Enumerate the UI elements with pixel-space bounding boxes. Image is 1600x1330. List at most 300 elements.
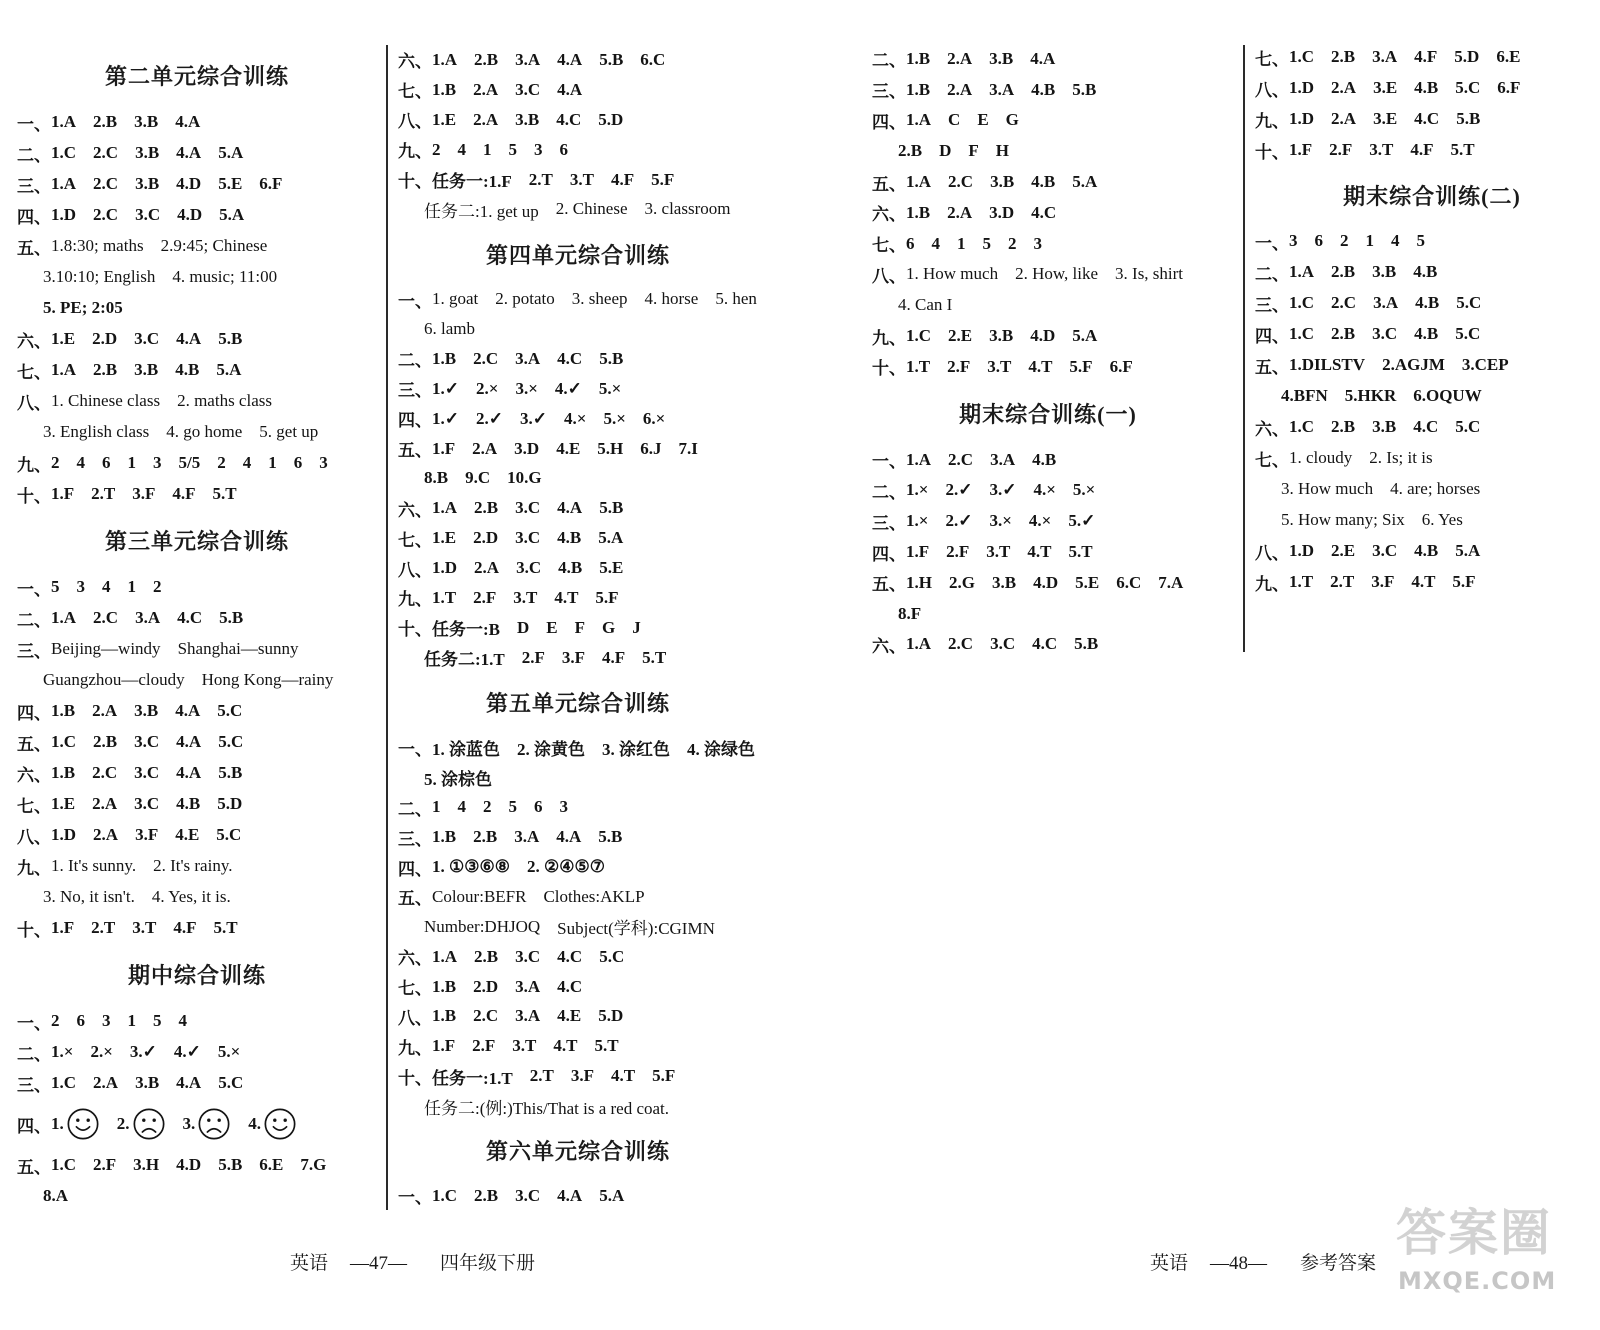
answer-line xyxy=(1255,443,1585,474)
answer-item: 1.A xyxy=(906,172,932,192)
answer-line xyxy=(1255,536,1585,567)
answer-item: 1.F xyxy=(906,542,930,562)
answer-item: 3.C xyxy=(134,329,160,348)
question-number: 六、 xyxy=(398,52,432,72)
answer-item: 1.C xyxy=(1289,293,1315,312)
answer-item: 5.B xyxy=(599,498,624,518)
answer-line xyxy=(17,324,377,355)
answer-item: 4.A xyxy=(176,329,202,348)
answer-item: 1.B xyxy=(432,976,457,996)
answer-item: 5.T xyxy=(212,484,237,503)
answer-item: 2.C xyxy=(948,449,974,469)
answer-item: 3.F xyxy=(1371,572,1395,591)
answer-item: 4.T xyxy=(1028,356,1053,376)
answer-item: 1.D xyxy=(432,558,458,578)
answer-line xyxy=(17,634,377,665)
answer-item: 5.B xyxy=(1072,79,1097,99)
answer-item: 3 xyxy=(102,1011,111,1030)
question-number: 七、 xyxy=(398,979,432,999)
answer-line-continued xyxy=(1255,381,1585,412)
answer-item: 1.B xyxy=(906,202,931,222)
answer-item: 3.✓ xyxy=(129,1042,157,1061)
answer-item: 5 xyxy=(508,139,517,159)
answer-line xyxy=(398,344,758,374)
answer-item: 5.B xyxy=(599,348,624,368)
question-number: 七、 xyxy=(398,530,432,550)
answer-item: 3. classroom xyxy=(644,199,731,219)
section-title: 第六单元综合训练 xyxy=(485,1139,670,1165)
answer-item: 1 xyxy=(1365,231,1374,250)
answer-item: 5.C xyxy=(599,946,625,966)
question-number: 五、 xyxy=(398,441,432,461)
answer-line xyxy=(398,583,758,613)
answer-item: 2.F xyxy=(472,1036,496,1056)
answer-item: 2.C xyxy=(93,608,119,627)
answer-item: 1.D xyxy=(51,205,77,224)
question-number: 三、 xyxy=(872,82,906,102)
answer-line-continued xyxy=(398,314,758,344)
answer-line xyxy=(398,792,758,822)
answer-item: 1.B xyxy=(51,763,76,782)
answer-item: 2. ②④⑤⑦ xyxy=(526,857,605,877)
answer-item: 3.× xyxy=(515,378,538,398)
answer-item: 5.T xyxy=(642,647,667,667)
answer-item: 2.A xyxy=(93,1073,119,1092)
answer-line xyxy=(398,523,758,553)
answer-item: 5.C xyxy=(1455,417,1481,436)
footer-left-page-number: —47— xyxy=(350,1253,407,1274)
answer-line-continued xyxy=(17,262,377,293)
answer-item: 2.E xyxy=(948,326,973,346)
question-number: 一、 xyxy=(398,739,432,759)
answer-column-1 xyxy=(17,45,377,1212)
answer-item: 2.G xyxy=(948,572,975,592)
answer-item: 3.F xyxy=(561,647,586,667)
answer-line xyxy=(398,434,758,464)
answer-item: 3.T xyxy=(513,587,538,607)
question-number: 十、 xyxy=(398,172,432,191)
question-number: 一、 xyxy=(398,291,432,311)
answer-item: 1.T xyxy=(906,356,931,376)
answer-line-continued xyxy=(17,417,377,448)
answer-item: 1. goat xyxy=(432,289,479,309)
answer-item: 2.B xyxy=(1331,47,1356,66)
answer-line xyxy=(1255,288,1585,319)
answer-item: 4.B xyxy=(175,360,200,379)
answer-item: 3.A xyxy=(135,608,161,627)
answer-item: 2.F xyxy=(947,356,971,376)
answer-item: 6. Yes xyxy=(1421,510,1463,529)
question-number: 一、 xyxy=(872,452,906,472)
question-number: 一、 xyxy=(398,1188,432,1208)
answer-item: 2.B xyxy=(473,827,498,847)
answer-item: 1 xyxy=(127,453,136,472)
answer-item: 2.A xyxy=(92,701,118,720)
answer-item: 1.D xyxy=(51,825,77,844)
question-number: 五、 xyxy=(398,889,432,909)
answer-item: 5.B xyxy=(218,1155,243,1174)
question-number: 九、 xyxy=(17,455,51,475)
answer-item: 4.B xyxy=(1414,78,1439,97)
question-number: 四、 xyxy=(1255,326,1289,346)
answer-line xyxy=(17,1006,377,1037)
answer-line xyxy=(398,105,758,135)
answer-item: 1.C xyxy=(51,1073,77,1092)
answer-item: 3.C xyxy=(515,79,541,99)
answer-item: 3.T xyxy=(986,542,1011,562)
answer-item: 5.D xyxy=(1454,47,1480,66)
question-number: 四、 xyxy=(17,703,51,723)
question-number: 二、 xyxy=(1255,264,1289,284)
answer-column-2 xyxy=(398,45,758,1211)
answer-line-continued xyxy=(398,762,758,792)
question-number: 四、 xyxy=(872,544,906,564)
answer-item xyxy=(248,1107,297,1141)
answer-item: 4.× xyxy=(1028,511,1052,531)
question-number: 三、 xyxy=(398,381,432,401)
answer-item: 1.A xyxy=(432,49,458,69)
answer-item: 3.T xyxy=(1369,140,1394,159)
answer-item: 3.C xyxy=(515,528,541,548)
answer-item: 4.F xyxy=(610,169,635,189)
answer-item: 8.B xyxy=(424,468,449,488)
answer-item: 5.✓ xyxy=(1068,511,1096,531)
question-number: 八、 xyxy=(1255,543,1289,563)
answer-line-continued xyxy=(398,463,758,493)
answer-item: 3.E xyxy=(1373,109,1398,128)
answer-item: 4.D xyxy=(177,205,203,224)
question-number: 二、 xyxy=(17,610,51,630)
section-title: 第五单元综合训练 xyxy=(485,691,670,717)
question-number: 一、 xyxy=(17,579,51,599)
answer-item: 2.A xyxy=(473,79,499,99)
answer-item: 5.E xyxy=(1075,572,1100,592)
answer-line xyxy=(398,404,758,434)
answer-item: 1.DILSTV xyxy=(1289,355,1366,374)
answer-item: 4 xyxy=(457,139,466,159)
question-number: 三、 xyxy=(398,829,432,849)
answer-item: 4.D xyxy=(176,174,202,193)
answer-item: 4.B xyxy=(1414,541,1439,560)
answer-item: 1.A xyxy=(432,498,458,518)
answer-line xyxy=(398,613,758,643)
question-number: 八、 xyxy=(398,1008,432,1028)
question-number: 十、 xyxy=(872,359,906,379)
answer-line xyxy=(1255,135,1585,166)
answer-line xyxy=(872,259,1224,290)
answer-line xyxy=(17,851,377,882)
answer-item: 5.T xyxy=(594,1036,619,1056)
answer-item: 5 xyxy=(51,577,60,596)
answer-line xyxy=(1255,42,1585,73)
question-number: 七、 xyxy=(17,796,51,816)
answer-item: 1.E xyxy=(51,329,76,348)
answer-item: 1.B xyxy=(51,701,76,720)
smile-face-icon xyxy=(66,1107,100,1141)
answer-item: 2.B xyxy=(1331,324,1356,343)
answer-item: 3 xyxy=(1289,231,1298,250)
answer-line xyxy=(17,1037,377,1068)
answer-line-continued xyxy=(872,598,1224,629)
answer-item: 3. 涂红色 xyxy=(602,739,670,759)
answer-line xyxy=(1255,350,1585,381)
answer-item: 4.F xyxy=(173,918,197,937)
answer-item: 3.B xyxy=(135,1073,160,1092)
answer-line xyxy=(398,374,758,404)
answer-item: 5.C xyxy=(218,732,244,751)
answer-item: 1.× xyxy=(906,480,929,500)
answer-column-4 xyxy=(1255,42,1585,598)
answer-line xyxy=(17,200,377,231)
answer-item xyxy=(183,1107,232,1141)
answer-item: 5. hen xyxy=(715,289,757,309)
answer-item: 3 xyxy=(153,453,162,472)
answer-item: 2.A xyxy=(947,48,973,68)
answer-line xyxy=(398,553,758,583)
answer-item: Beijing—windy xyxy=(51,639,161,658)
answer-line xyxy=(872,444,1224,475)
question-number: 四、 xyxy=(872,112,906,132)
answer-item: 2.A xyxy=(93,825,119,844)
section-title: 期中综合训练 xyxy=(127,963,266,988)
answer-item: 2.C xyxy=(92,763,118,782)
answer-item: 2 xyxy=(483,797,492,817)
answer-item: 6.C xyxy=(640,49,666,69)
answer-item: 3.C xyxy=(134,763,160,782)
question-number: 九、 xyxy=(1255,574,1289,594)
section-title: 第二单元综合训练 xyxy=(104,64,289,89)
answer-item: 5.B xyxy=(598,827,623,847)
answer-item: 5.C xyxy=(216,825,242,844)
section-title: 第三单元综合训练 xyxy=(104,529,289,554)
answer-line xyxy=(17,603,377,634)
answer-item: 4.T xyxy=(1411,572,1436,591)
question-number: 一、 xyxy=(17,1013,51,1033)
answer-line xyxy=(17,820,377,851)
answer-item: 2.C xyxy=(473,348,499,368)
answer-line xyxy=(398,1002,758,1032)
answer-item: C xyxy=(948,110,961,130)
answer-item: 4.A xyxy=(557,1185,583,1205)
answer-item: E xyxy=(546,617,558,637)
answer-item: 1.E xyxy=(432,109,457,129)
answer-line xyxy=(398,45,758,75)
answer-item: 1.✓ xyxy=(432,378,459,398)
question-number: 七、 xyxy=(872,236,906,256)
answer-item: Subject(学科):CGIMN xyxy=(557,919,715,939)
answer-item: 3 xyxy=(76,577,85,596)
question-number: 六、 xyxy=(872,636,906,656)
watermark-site: MXQE.COM xyxy=(1398,1267,1557,1295)
answer-line xyxy=(872,475,1224,506)
answer-item: 2.A xyxy=(474,558,500,578)
answer-item: 1.C xyxy=(1289,47,1315,66)
answer-line xyxy=(872,506,1224,537)
question-number: 四、 xyxy=(398,411,432,431)
answer-item: 4.A xyxy=(176,763,202,782)
footer-right-subject: 英语 xyxy=(1150,1253,1189,1274)
answer-item: 2.× xyxy=(90,1042,113,1061)
answer-item: 3.C xyxy=(1372,541,1398,560)
answer-line xyxy=(17,107,377,138)
section-title: 期末综合训练(一) xyxy=(959,401,1137,427)
answer-item: 8.F xyxy=(898,603,922,623)
answer-item: 5.F xyxy=(595,587,619,607)
answer-item: 1. How much xyxy=(906,264,999,284)
answer-item: 3. English class xyxy=(43,422,150,441)
question-number: 六、 xyxy=(872,205,906,225)
answer-item: 3.C xyxy=(515,946,541,966)
answer-line-continued xyxy=(872,136,1224,167)
answer-item: 6 xyxy=(102,453,111,472)
answer-item: 4.D xyxy=(1033,572,1059,592)
answer-item: 2 xyxy=(217,453,226,472)
answer-item: 3.10:10; English xyxy=(43,267,156,286)
answer-line xyxy=(17,479,377,510)
answer-item: 4.C xyxy=(1032,634,1058,654)
answer-item: H xyxy=(995,141,1009,161)
answer-line xyxy=(17,789,377,820)
answer-item: 1.× xyxy=(906,511,929,531)
answer-item: 4.× xyxy=(1033,480,1056,500)
answer-item: 5.C xyxy=(217,701,243,720)
answer-item: 4.E xyxy=(175,825,200,844)
answer-line xyxy=(872,74,1224,105)
answer-item: E xyxy=(977,110,989,130)
answer-item: 4.✓ xyxy=(173,1042,201,1061)
answer-line-continued xyxy=(17,293,377,324)
answer-item: 3.E xyxy=(1373,78,1398,97)
answer-item: 1.A xyxy=(51,174,77,193)
answer-item: 4.E xyxy=(557,1006,582,1026)
answer-item: 2.F xyxy=(521,647,545,667)
answer-item-number: 1. xyxy=(51,1114,64,1133)
question-number: 九、 xyxy=(872,328,906,348)
answer-line-continued xyxy=(1255,505,1585,536)
answer-item: 4.F xyxy=(1410,140,1434,159)
answer-line-continued xyxy=(398,643,758,673)
answer-item: 2. Is; it is xyxy=(1369,448,1433,467)
answer-item: 5.F xyxy=(1069,356,1093,376)
answer-item: 2.C xyxy=(948,172,974,192)
answer-line xyxy=(1255,567,1585,598)
answer-item: 3.B xyxy=(1372,262,1397,281)
answer-item: 2.A xyxy=(1331,78,1357,97)
answer-line xyxy=(398,165,758,195)
answer-item: 1 xyxy=(268,453,277,472)
answer-item: 3.✓ xyxy=(989,480,1017,500)
answer-item: 2.T xyxy=(528,169,553,189)
question-number: 八、 xyxy=(398,560,432,580)
answer-item: 5.B xyxy=(1074,634,1099,654)
answer-item: 5. How many; Six xyxy=(1281,510,1405,529)
answer-item: 4.× xyxy=(564,408,587,428)
answer-item: 5.B xyxy=(1456,109,1481,128)
answer-item: 3.B xyxy=(1372,417,1397,436)
answer-line xyxy=(1255,412,1585,443)
answer-item: 3.B xyxy=(135,143,160,162)
answer-item: 4.A xyxy=(557,79,583,99)
question-number: 五、 xyxy=(17,1157,51,1177)
answer-item: 2.B xyxy=(93,360,118,379)
answer-item: 3.F xyxy=(570,1066,594,1086)
answer-item: 5.A xyxy=(216,360,242,379)
answer-line-continued xyxy=(872,290,1224,321)
answer-item: 5 xyxy=(508,797,517,817)
answer-line xyxy=(1255,319,1585,350)
answer-line-continued xyxy=(398,1091,758,1121)
answer-item: 1.C xyxy=(906,326,932,346)
question-number: 六、 xyxy=(398,949,432,969)
answer-item: 1.D xyxy=(1289,78,1315,97)
answer-item: 4 xyxy=(1391,231,1400,250)
answer-item: 1.T xyxy=(1289,572,1314,591)
answer-item: 3.B xyxy=(989,326,1014,346)
answer-item: 6 xyxy=(1314,231,1323,250)
answer-line xyxy=(872,105,1224,136)
answer-item: 4. are; horses xyxy=(1390,479,1481,498)
answer-item: 1.A xyxy=(906,110,932,130)
answer-item: 1.B xyxy=(432,79,457,99)
answer-item-number: 2. xyxy=(116,1114,130,1133)
answer-item: 6.E xyxy=(1496,47,1521,66)
answer-item: 任务二:1.T xyxy=(424,650,505,670)
answer-item: 5.× xyxy=(603,408,626,428)
answer-line xyxy=(17,913,377,944)
answer-item: 4. music; 11:00 xyxy=(172,267,278,286)
footer-left-book: 四年级下册 xyxy=(440,1253,536,1274)
answer-item: 3.C xyxy=(134,794,160,813)
answer-item: 3.A xyxy=(515,1006,541,1026)
answer-item: 8.A xyxy=(43,1186,69,1205)
question-number: 八、 xyxy=(398,112,432,132)
question-number: 十、 xyxy=(17,920,51,940)
answer-item: 1.B xyxy=(432,1006,457,1026)
answer-item: 4.C xyxy=(1031,202,1057,222)
answer-line xyxy=(872,351,1224,382)
question-number: 十、 xyxy=(1255,142,1289,162)
footer-right-page-number: —48— xyxy=(1210,1253,1267,1274)
answer-item: 1.× xyxy=(51,1042,74,1061)
answer-item: 1. It's sunny. xyxy=(51,856,137,875)
answer-line xyxy=(17,1068,377,1099)
answer-item: 3 xyxy=(319,453,328,472)
answer-item: 5.D xyxy=(598,109,624,129)
question-number: 九、 xyxy=(1255,111,1289,131)
answer-item: 5.HKR xyxy=(1344,386,1397,405)
answer-item: 4.A xyxy=(1030,48,1056,68)
answer-item: 4 xyxy=(457,797,466,817)
answer-item: 9.C xyxy=(465,468,491,488)
answer-item: 5.F xyxy=(1452,572,1476,591)
question-number: 七、 xyxy=(398,82,432,102)
answer-item: 3.A xyxy=(1373,293,1399,312)
answer-item: 5/5 xyxy=(178,453,201,472)
answer-line xyxy=(1255,73,1585,104)
answer-item: 3.B xyxy=(134,701,159,720)
answer-item: 2.B xyxy=(474,946,499,966)
answer-line xyxy=(398,882,758,912)
answer-item: 4.A xyxy=(175,701,201,720)
answer-item: 5.A xyxy=(218,143,244,162)
answer-item: 2.D xyxy=(473,528,499,548)
answer-item: 5.F xyxy=(651,169,675,189)
answer-item: 任务一:1.F xyxy=(432,172,512,191)
answer-item: 4.B xyxy=(1413,262,1438,281)
answer-item: 3.B xyxy=(134,360,159,379)
answer-item: 3.C xyxy=(515,1185,541,1205)
answer-item: 2. maths class xyxy=(177,391,272,410)
